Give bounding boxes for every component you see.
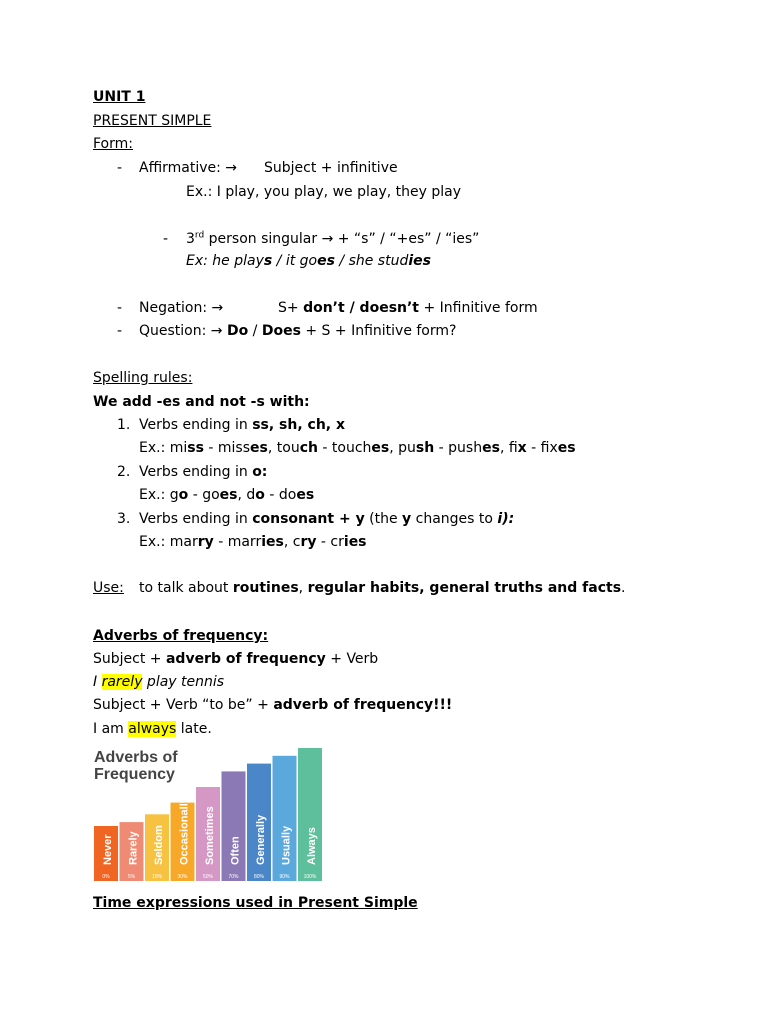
highlight-always: always <box>128 721 177 737</box>
question-rule: Question: → Do / Does + S + Infinitive form? <box>139 323 457 339</box>
rule-1-example <box>139 438 576 458</box>
third-person-example: Ex: he plays / it goes / she studies <box>186 253 431 269</box>
rule-2-example-segment: o <box>255 487 265 503</box>
rule-2-text: Verbs ending in o: <box>139 464 268 480</box>
rule-2-example-segment: o <box>178 487 189 503</box>
negation-dash: - <box>117 300 123 316</box>
adverbs-line-4: I am always late. <box>93 721 212 737</box>
rule-1-example-segment: - fix <box>526 440 558 456</box>
question-dash: - <box>117 323 123 339</box>
bar-label-seldom: Seldom <box>153 825 165 865</box>
bar-value-always: 100% <box>303 874 317 880</box>
rule-3-text: Verbs ending in consonant + y (the y changes to i): <box>139 511 515 527</box>
rule-2-example-segment: es <box>296 487 315 503</box>
rule-3-example-segment: - marr <box>213 534 262 550</box>
bar-value-seldom: 15% <box>151 874 163 880</box>
rule-1-example-segment: - push <box>434 440 483 456</box>
rule-2-example-segment: - do <box>264 487 297 503</box>
bar-label-never: Never <box>102 834 114 865</box>
adverbs-frequency-chart <box>92 745 326 883</box>
rule-3-example <box>139 532 367 552</box>
rule-1-example-segment: ss <box>187 440 204 456</box>
bar-value-usually: 90% <box>279 874 290 880</box>
third-dash: - <box>163 231 169 247</box>
bar-value-occasionally: 30% <box>177 874 188 880</box>
affirmative-label: Affirmative: → <box>139 160 238 176</box>
rule-3-example-segment: ies <box>343 534 367 550</box>
bar-label-always: Always <box>306 827 318 865</box>
use-text: to talk about routines, regular habits, general truths and facts. <box>139 580 626 596</box>
bar-value-never: 0% <box>102 874 110 880</box>
rule-3-example-segment: ry <box>197 534 214 550</box>
rule-1-example-segment: , fi <box>499 440 518 456</box>
rule-1-text: Verbs ending in ss, sh, ch, x <box>139 417 346 433</box>
affirmative-dash: - <box>117 160 123 176</box>
bar-value-often: 70% <box>228 874 239 880</box>
chart-title-line-2: Frequency <box>94 766 175 783</box>
affirmative-rule: Subject + infinitive <box>264 160 398 176</box>
topic-title: PRESENT SIMPLE <box>93 113 212 129</box>
rule-1-example-segment: es <box>482 440 500 456</box>
rule-1-number: 1. <box>117 417 131 433</box>
use-label: Use: <box>93 580 124 596</box>
spelling-intro: We add -es and not -s with: <box>93 394 310 410</box>
third-person-rule: 3rd person singular → + “s” / “+es” / “ies” <box>186 230 480 247</box>
rule-1-example-segment: es <box>250 440 268 456</box>
rule-1-example-segment: sh <box>415 440 435 456</box>
bar-value-generally: 80% <box>253 874 265 880</box>
bar-label-usually: Usually <box>280 825 293 865</box>
rule-2-example <box>139 485 314 505</box>
bar-label-rarely: Rarely <box>127 831 140 865</box>
negation-label: Negation: → <box>139 300 224 316</box>
rule-1-example-segment: ch <box>299 440 318 456</box>
adverbs-line-1: Subject + adverb of frequency + Verb <box>93 651 379 667</box>
rule-1-example-segment: x <box>517 440 527 456</box>
bar-label-sometimes: Sometimes <box>204 806 216 865</box>
form-heading: Form: <box>93 136 133 152</box>
negation-rule: S+ don’t / doesn’t + Infinitive form <box>278 300 538 316</box>
bar-value-sometimes: 50% <box>202 874 214 880</box>
bar-label-generally: Generally <box>255 814 267 865</box>
adverbs-line-3: Subject + Verb “to be” + adverb of frequency!!! <box>93 697 453 713</box>
rule-1-example-segment: , tou <box>267 440 300 456</box>
rule-3-example-segment: , c <box>283 534 301 550</box>
spelling-heading: Spelling rules: <box>93 370 193 386</box>
bar-label-often: Often <box>229 836 242 865</box>
rule-2-example-segment: Ex.: g <box>139 487 179 503</box>
rule-3-example-segment: Ex.: mar <box>139 534 198 550</box>
highlight-rarely: rarely <box>101 674 143 690</box>
rule-1-example-segment: es <box>371 440 390 456</box>
rule-1-example-segment: Ex.: mi <box>139 440 188 456</box>
rule-1-example-segment: - touch <box>317 440 372 456</box>
rule-2-example-segment: es <box>219 487 238 503</box>
rule-2-number: 2. <box>117 464 131 480</box>
bar-value-rarely: 5% <box>127 874 136 880</box>
rule-3-example-segment: ies <box>261 534 284 550</box>
unit-title: UNIT 1 <box>93 89 146 105</box>
chart-title-line-1: Adverbs of <box>94 749 178 766</box>
adverbs-line-2: I rarely play tennis <box>93 674 225 690</box>
affirmative-example: Ex.: I play, you play, we play, they play <box>186 184 461 200</box>
time-expressions-heading: Time expressions used in Present Simple <box>93 895 418 911</box>
rule-3-number: 3. <box>117 511 131 527</box>
rule-3-example-segment: - cr <box>316 534 344 550</box>
rule-1-example-segment: es <box>557 440 576 456</box>
rule-1-example-segment: , pu <box>389 440 416 456</box>
bar-label-occasionally: Occasionally <box>178 797 191 865</box>
rule-3-example-segment: ry <box>300 534 317 550</box>
rule-2-example-segment: , d <box>237 487 256 503</box>
rule-2-example-segment: - go <box>188 487 220 503</box>
adverbs-heading: Adverbs of frequency: <box>93 628 269 644</box>
rule-1-example-segment: - miss <box>203 440 251 456</box>
